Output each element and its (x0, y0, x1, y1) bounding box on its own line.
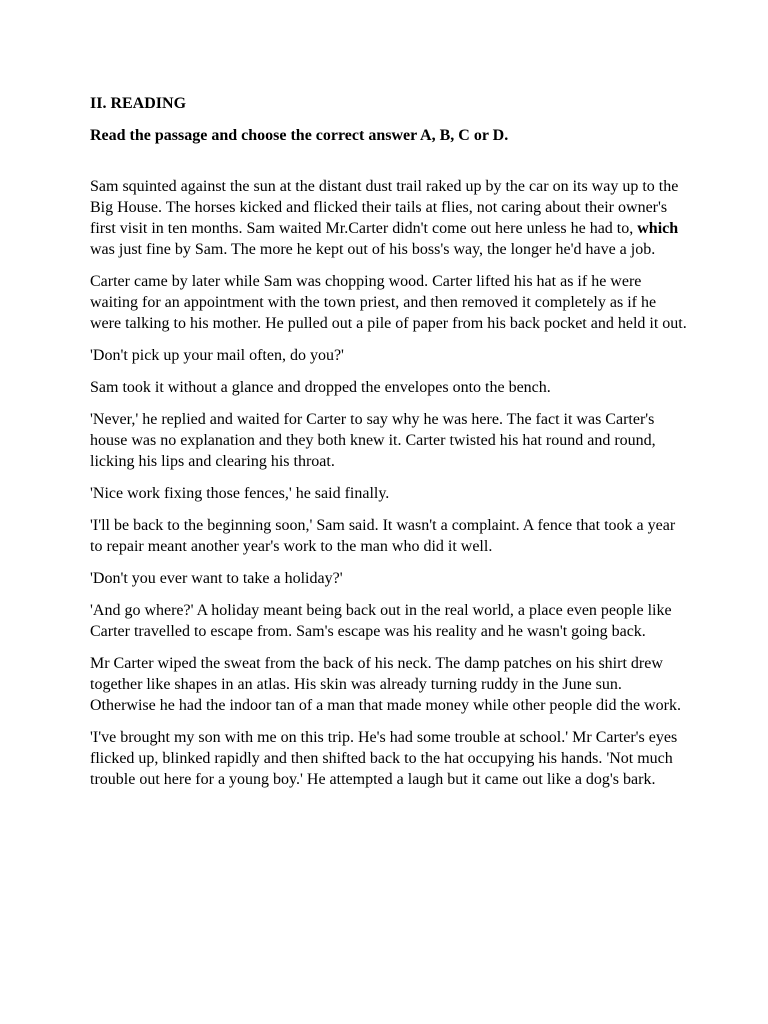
bold-word: which (637, 220, 679, 237)
paragraph-text: was just fine by Sam. The more he kept out of his boss's way, the longer he'd have a job. (90, 241, 656, 258)
passage-paragraph-6: 'Nice work fixing those fences,' he said finally. (90, 485, 390, 502)
passage-paragraph-10: Mr Carter wiped the sweat from the back of his neck. The damp patches on his shirt drew together like shapes in an atlas. His skin was already turning ruddy in the June sun. Otherwise he had the indoor tan of a man that made money while other people did the work. (90, 655, 681, 714)
passage-paragraph-4: Sam took it without a glance and dropped the envelopes onto the bench. (90, 379, 551, 396)
passage-paragraph-2: Carter came by later while Sam was chopping wood. Carter lifted his hat as if he were waiting for an appointment with the town priest, and then removed it completely as if he were talking to his mother. He pulled out a pile of paper from his back pocket and held it out. (90, 273, 687, 332)
passage-paragraph-11: 'I've brought my son with me on this trip. He's had some trouble at school.' Mr Carter's eyes flicked up, blinked rapidly and then shifted back to the hat occupying his hands. 'Not much trouble out here for a young boy.' He attempted a laugh but it came out like a dog's bark. (90, 729, 678, 788)
passage-paragraph-7: 'I'll be back to the beginning soon,' Sam said. It wasn't a complaint. A fence that took a year to repair meant another year's work to the man who did it well. (90, 517, 676, 555)
passage-paragraph-8: 'Don't you ever want to take a holiday?' (90, 570, 343, 587)
instruction-text: Read the passage and choose the correct answer A, B, C or D. (90, 127, 509, 144)
section-heading: II. READING (90, 95, 187, 112)
document-page (90, 94, 690, 801)
passage-paragraph-9: 'And go where?' A holiday meant being back out in the real world, a place even people like Carter travelled to escape from. Sam's escape was his reality and he wasn't going back. (90, 602, 672, 640)
passage-paragraph-3: 'Don't pick up your mail often, do you?' (90, 347, 344, 364)
paragraph-text: Sam squinted against the sun at the distant dust trail raked up by the car on its way up to the Big House. The horses kicked and flicked their tails at flies, not caring about their owner's first visit in ten months. Sam waited Mr.Carter didn't come out here unless he had to, (90, 178, 679, 237)
passage-paragraph-1 (90, 176, 690, 260)
passage-paragraph-5: 'Never,' he replied and waited for Carter to say why he was here. The fact it was Carter's house was no explanation and they both knew it. Carter twisted his hat round and round, licking his lips and clearing his throat. (90, 411, 656, 470)
